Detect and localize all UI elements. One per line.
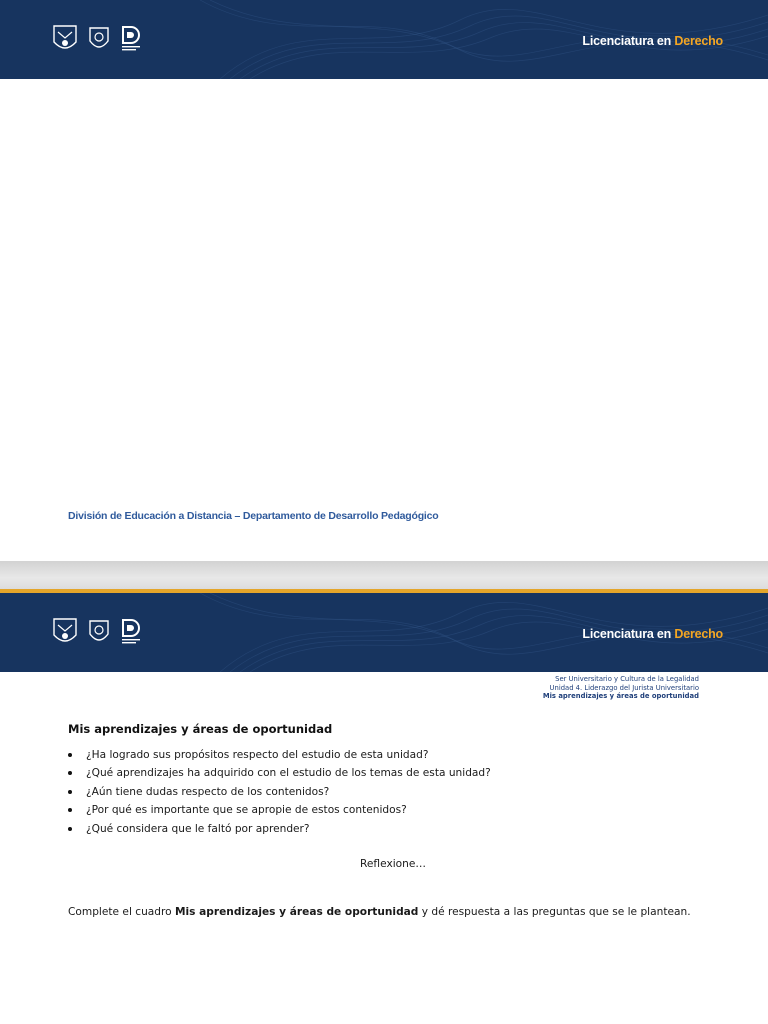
program-title — [582, 34, 723, 48]
list-item: ¿Qué aprendizajes ha adquirido con el estudio de los temas de esta unidad? — [68, 764, 491, 782]
fes-shield-icon — [88, 617, 110, 647]
question-list — [68, 746, 491, 838]
list-item: ¿Qué considera que le faltó por aprender? — [68, 820, 491, 838]
breadcrumb-topic: Mis aprendizajes y áreas de oportunidad — [542, 692, 699, 700]
footer-credit: División de Educación a Distancia – Departamento de Desarrollo Pedagógico — [68, 510, 439, 522]
reflect-prompt: Reflexione… — [360, 858, 426, 870]
instruction-bold: Mis aprendizajes y áreas de oportunidad — [174, 906, 419, 918]
list-item: ¿Aún tiene dudas respecto de los contenidos? — [68, 783, 491, 801]
unam-shield-icon — [52, 617, 78, 647]
fes-shield-icon — [88, 24, 110, 54]
program-prefix: Licenciatura en — [582, 34, 672, 48]
ded-logo-icon — [120, 617, 142, 647]
instruction-text — [68, 906, 691, 918]
section-title: Mis aprendizajes y áreas de oportunidad — [68, 722, 333, 736]
breadcrumb-course: Ser Universitario y Cultura de la Legalidad — [555, 675, 699, 683]
program-title — [582, 627, 723, 641]
breadcrumb-unit: Unidad 4. Liderazgo del Jurista Universitario — [549, 683, 699, 692]
list-item: ¿Ha logrado sus propósitos respecto del estudio de esta unidad? — [68, 746, 491, 764]
unam-shield-icon — [52, 24, 78, 54]
ded-logo-icon — [120, 24, 142, 54]
program-prefix: Licenciatura en — [582, 627, 672, 641]
header-banner — [0, 0, 768, 79]
program-accent: Derecho — [674, 34, 723, 48]
list-item: ¿Por qué es importante que se apropie de estos contenidos? — [68, 801, 491, 819]
program-accent: Derecho — [674, 627, 723, 641]
page-separator — [0, 561, 768, 589]
breadcrumb — [543, 675, 699, 701]
instruction-before: Complete el cuadro — [68, 906, 175, 918]
header-banner-page2 — [0, 593, 768, 672]
instruction-after: y dé respuesta a las preguntas que se le plantean. — [418, 906, 691, 918]
